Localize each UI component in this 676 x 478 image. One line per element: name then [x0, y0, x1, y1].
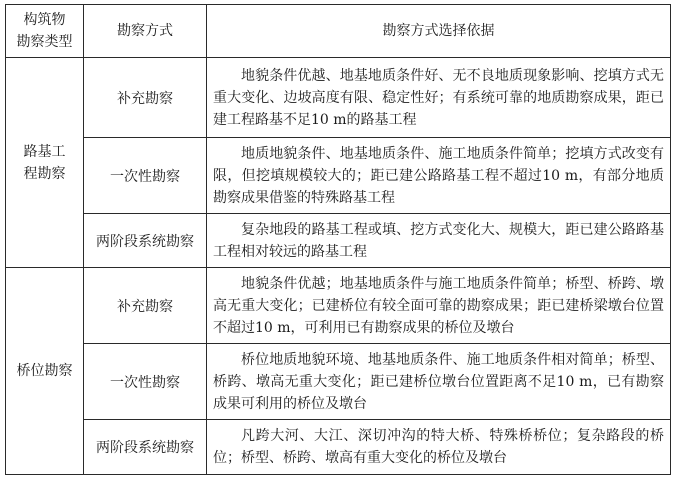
method-cell: 一次性勘察	[84, 138, 207, 214]
method-cell: 两阶段系统勘察	[84, 214, 207, 268]
basis-text: 地貌条件优越；地基地质条件与施工地质条件简单；桥型、桥跨、墩高无重大变化；已建桥位有较全面可靠的勘察成果；距已建桥梁墩台位置不超过10 m，可利用已有勘察成果的桥位及墩台	[213, 275, 664, 336]
table-row	[6, 268, 671, 344]
category-cell	[6, 58, 84, 268]
basis-cell	[207, 420, 671, 475]
method-cell: 一次性勘察	[84, 344, 207, 420]
basis-cell	[207, 268, 671, 344]
table-row	[6, 344, 671, 420]
header-structure-type-text: 构筑物 勘察类型	[16, 12, 73, 50]
table-row	[6, 58, 671, 138]
table-row	[6, 420, 671, 475]
method-cell: 补充勘察	[84, 58, 207, 138]
category-label: 路基工 程勘察	[23, 143, 66, 182]
basis-cell	[207, 138, 671, 214]
category-cell	[6, 268, 84, 475]
basis-cell	[207, 214, 671, 268]
basis-text: 地质地貌条件、地基地质条件、施工地质条件简单；挖填方式改变有限，但挖填规模较大的；距已建公路路基工程不超过10 m，有部分地质勘察成果借鉴的特殊路基工程	[213, 145, 664, 206]
header-structure-type	[6, 5, 84, 58]
basis-cell	[207, 344, 671, 420]
basis-text: 地貌条件优越、地基地质条件好、无不良地质现象影响、挖填方式无重大变化、边坡高度有限、稳定性好；有系统可靠的地质勘察成果，距已建工程路基不足10 m的路基工程	[213, 67, 664, 128]
method-cell: 两阶段系统勘察	[84, 420, 207, 475]
table-header-row	[6, 5, 671, 58]
header-method-basis: 勘察方式选择依据	[207, 5, 671, 58]
category-label: 桥位勘察	[16, 363, 73, 379]
basis-text: 复杂地段的路基工程或填、挖方式变化大、规模大，距已建公路路基工程相对较远的路基工程	[213, 221, 664, 260]
table-row	[6, 214, 671, 268]
header-survey-method: 勘察方式	[84, 5, 207, 58]
table-row	[6, 138, 671, 214]
basis-cell	[207, 58, 671, 138]
method-cell: 补充勘察	[84, 268, 207, 344]
basis-text: 凡跨大河、大江、深切冲沟的特大桥、特殊桥桥位；复杂路段的桥位；桥型、桥跨、墩高有重大变化的桥位及墩台	[213, 428, 664, 466]
survey-method-table	[5, 4, 671, 475]
basis-text: 桥位地质地貌环境、地基地质条件、施工地质条件相对简单；桥型、桥跨、墩高无重大变化；距已建桥位墩台位置距离不足10 m，已有勘察成果可利用的桥位及墩台	[213, 351, 664, 412]
